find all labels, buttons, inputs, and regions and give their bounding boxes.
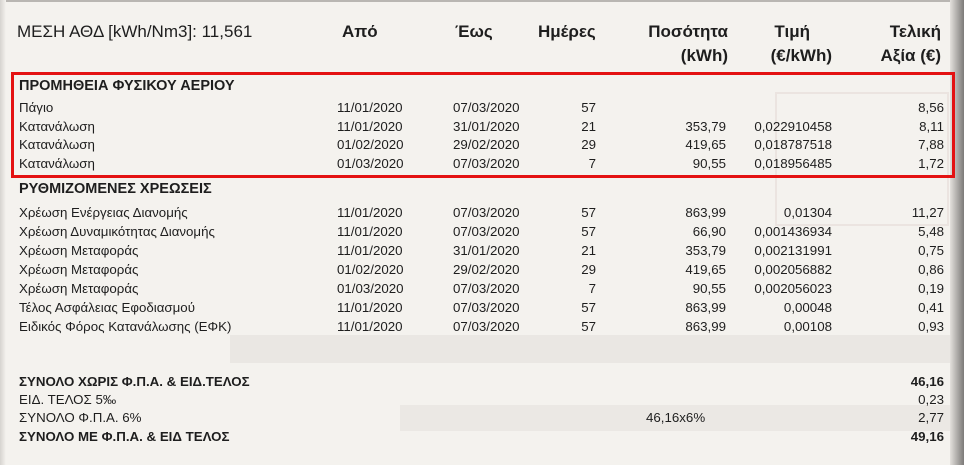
subtotal-value: 46,16 (910, 374, 944, 389)
column-quantity-header (620, 21, 728, 67)
row-quantity: 419,65 (685, 137, 726, 152)
column-from-header: Από (342, 22, 378, 41)
row-from-date: 01/02/2020 (337, 262, 404, 277)
grand-total-row (0, 429, 964, 448)
grand-total-value: 49,16 (910, 429, 944, 444)
row-to-date: 31/01/2020 (453, 118, 520, 134)
row-label: Πάγιο (19, 100, 54, 115)
row-days: 57 (581, 224, 596, 239)
table-row (0, 319, 964, 338)
row-to-date: 29/02/2020 (453, 262, 520, 277)
table-row (0, 300, 964, 319)
row-total: 8,56 (918, 100, 944, 115)
row-quantity: 90,55 (692, 281, 726, 296)
row-label: Κατανάλωση (19, 137, 95, 152)
column-quantity-header-line1: Ποσότητα (648, 22, 728, 41)
row-unit-price: 0,001436934 (754, 224, 832, 239)
section-title-supply: ΠΡΟΜΗΘΕΙΑ ΦΥΣΙΚΟΥ ΑΕΡΙΟΥ (19, 78, 235, 94)
row-quantity: 90,55 (692, 155, 726, 171)
row-quantity: 353,79 (685, 243, 726, 258)
row-to-date: 07/03/2020 (453, 224, 520, 239)
vat-value: 2,77 (918, 410, 944, 425)
special-fee-label: ΕΙΔ. ΤΕΛΟΣ 5‰ (19, 392, 117, 407)
table-row (0, 137, 964, 156)
row-from-date: 11/01/2020 (337, 243, 403, 258)
row-total: 5,48 (918, 224, 944, 239)
row-unit-price: 0,00048 (783, 300, 832, 315)
column-total-header-line2: Αξία (€) (880, 46, 941, 65)
row-days: 7 (588, 281, 596, 296)
row-from-date: 01/02/2020 (337, 137, 404, 152)
table-row (0, 243, 964, 262)
vat-row (0, 410, 964, 429)
row-quantity: 419,65 (685, 262, 726, 277)
row-to-date: 29/02/2020 (453, 137, 520, 152)
row-from-date: 11/01/2020 (337, 224, 403, 239)
row-label: Χρέωση Ενέργειας Διανομής (19, 205, 188, 220)
row-unit-price: 0,018787518 (754, 137, 832, 152)
row-label: Χρέωση Μεταφοράς (19, 281, 139, 296)
row-from-date: 11/01/2020 (337, 300, 403, 315)
row-days: 21 (581, 118, 596, 134)
row-from-date: 11/01/2020 (337, 205, 403, 220)
row-unit-price: 0,002056023 (754, 281, 832, 296)
row-to-date: 07/03/2020 (453, 281, 520, 296)
row-to-date: 07/03/2020 (453, 100, 520, 115)
table-row (0, 281, 964, 300)
subtotal-row (0, 374, 964, 393)
row-total: 8,11 (919, 118, 944, 134)
subtotal-label: ΣΥΝΟΛΟ ΧΩΡΙΣ Φ.Π.Α. & ΕΙΔ.ΤΕΛΟΣ (19, 374, 250, 389)
special-fee-row (0, 392, 964, 411)
column-total-header-line1: Τελική (889, 22, 941, 41)
row-label: Τέλος Ασφάλειας Εφοδιασμού (19, 300, 195, 315)
vat-label: ΣΥΝΟΛΟ Φ.Π.Α. 6% (19, 410, 142, 425)
row-unit-price: 0,01304 (783, 205, 832, 220)
bleed-through-band (230, 335, 950, 363)
row-total: 1,72 (918, 155, 944, 171)
table-row (0, 224, 964, 243)
row-total: 0,19 (918, 281, 944, 296)
row-unit-price: 0,002056882 (754, 262, 832, 277)
row-from-date: 11/01/2020 (337, 319, 403, 334)
row-to-date: 07/03/2020 (453, 319, 520, 334)
row-total: 0,41 (918, 300, 944, 315)
row-days: 57 (581, 100, 596, 115)
row-quantity: 863,99 (685, 319, 726, 334)
row-from-date: 11/01/2020 (337, 118, 403, 134)
row-unit-price: 0,022910458 (754, 118, 832, 134)
table-row (0, 119, 964, 138)
row-unit-price: 0,018956485 (754, 155, 832, 171)
row-days: 29 (581, 262, 596, 277)
table-row (0, 262, 964, 281)
row-from-date: 01/03/2020 (337, 155, 404, 171)
column-to-header: Έως (455, 22, 493, 41)
column-quantity-header-line2: (kWh) (680, 46, 728, 65)
table-row (0, 100, 964, 119)
column-days-header: Ημέρες (538, 22, 596, 41)
row-total: 0,93 (918, 319, 944, 334)
table-row (0, 156, 964, 175)
row-total: 0,86 (918, 262, 944, 277)
row-label: Χρέωση Μεταφοράς (19, 262, 139, 277)
row-label: Χρέωση Μεταφοράς (19, 243, 139, 258)
row-days: 57 (581, 319, 596, 334)
row-days: 21 (581, 243, 596, 258)
average-pcs-label: ΜΕΣΗ ΑΘΔ [kWh/Nm3]: 11,561 (17, 22, 253, 41)
row-label: Ειδικός Φόρος Κατανάλωσης (ΕΦΚ) (19, 319, 232, 334)
row-days: 7 (588, 155, 596, 171)
row-from-date: 01/03/2020 (337, 281, 404, 296)
scan-top-edge (0, 0, 964, 2)
row-quantity: 66,90 (692, 224, 726, 239)
row-total: 0,75 (918, 243, 944, 258)
column-price-header-line1: Τιμή (774, 22, 810, 41)
row-days: 29 (581, 137, 596, 152)
row-total: 11,27 (911, 205, 944, 220)
row-to-date: 07/03/2020 (453, 205, 520, 220)
column-price-header-line2: (€/kWh) (770, 46, 832, 65)
row-unit-price: 0,00108 (783, 319, 832, 334)
row-days: 57 (581, 205, 596, 220)
grand-total-label: ΣΥΝΟΛΟ ΜΕ Φ.Π.Α. & ΕΙΔ ΤΕΛΟΣ (19, 429, 230, 444)
row-to-date: 07/03/2020 (453, 155, 520, 171)
table-row (0, 205, 964, 224)
row-label: Χρέωση Δυναμικότητας Διανομής (19, 224, 215, 239)
row-quantity: 863,99 (685, 205, 726, 220)
section-title-regulated: ΡΥΘΜΙΖΟΜΕΝΕΣ ΧΡΕΩΣΕΙΣ (19, 181, 212, 197)
row-label: Κατανάλωση (19, 155, 95, 171)
row-from-date: 11/01/2020 (337, 100, 403, 115)
column-total-header (845, 21, 941, 67)
row-to-date: 07/03/2020 (453, 300, 520, 315)
row-days: 57 (581, 300, 596, 315)
special-fee-value: 0,23 (918, 392, 944, 407)
column-price-header (740, 21, 832, 67)
vat-calc: 46,16x6% (646, 410, 706, 425)
row-quantity: 353,79 (685, 118, 726, 134)
row-to-date: 31/01/2020 (453, 243, 520, 258)
row-total: 7,88 (918, 137, 944, 152)
row-unit-price: 0,002131991 (754, 243, 832, 258)
row-label: Κατανάλωση (19, 118, 95, 134)
row-quantity: 863,99 (685, 300, 726, 315)
